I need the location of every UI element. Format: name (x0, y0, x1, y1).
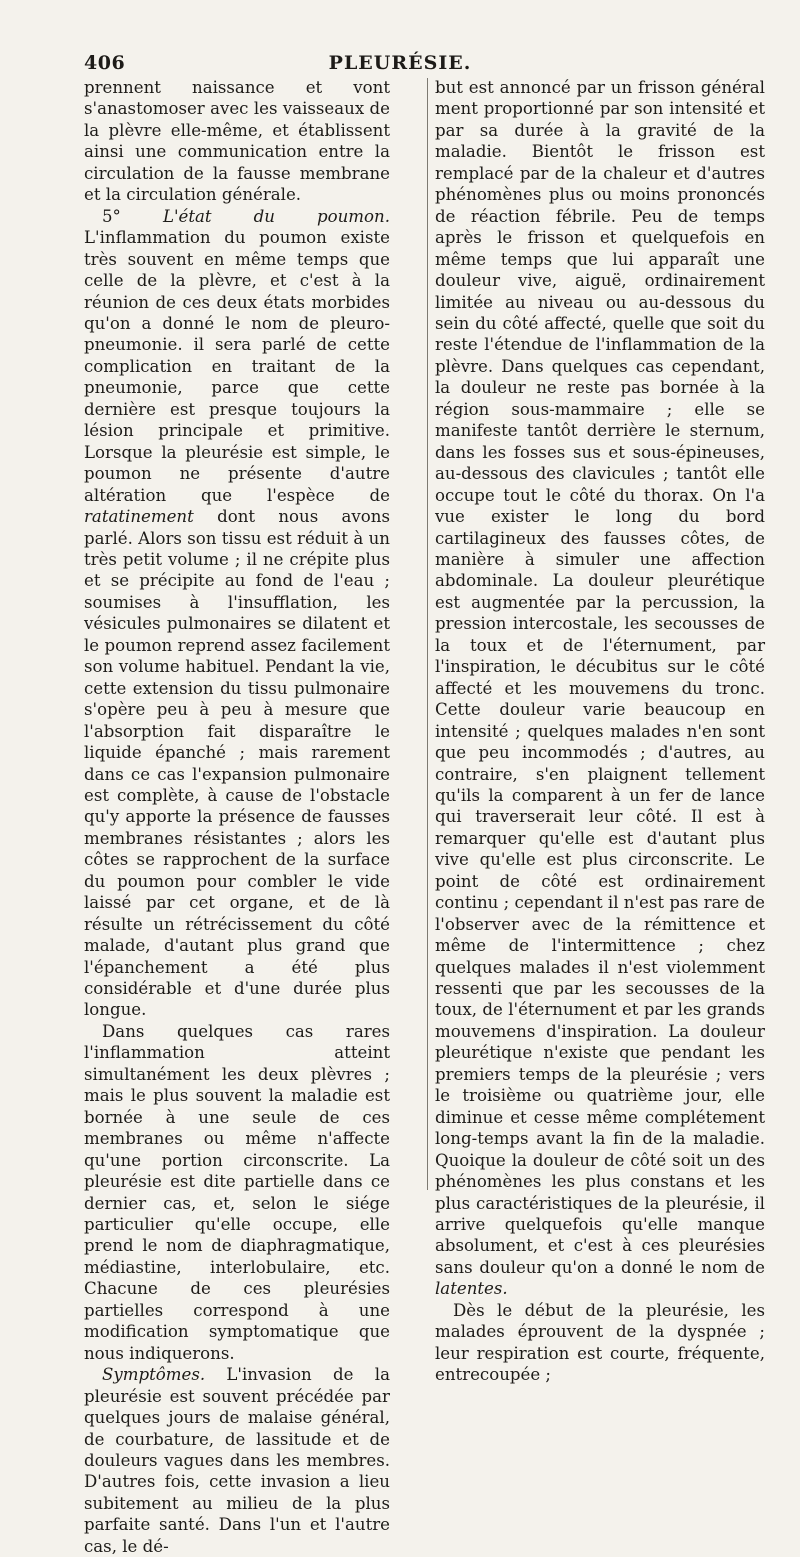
section-title: Symptômes. (102, 1365, 206, 1385)
paragraph (435, 77, 765, 1300)
paragraph-text: Dans quelques cas rares l'inflammation atteint simultanément les deux plèvres ; mais le plus souvent la maladie est bornée à une seule de ces membranes ou même n'affecte qu'une portion circonscrite. La pleurésie est dite partielle dans ce dernier cas, et, selon le siége particulier qu'elle occupe, elle prend le nom de diaphragmatique, médiastine, interlobulaire, etc. Chacune de ces pleurésies partielles correspond à une modification symptomatique que nous indiquerons. (84, 1021, 390, 1363)
section-title: L'état du poumon. (162, 206, 390, 226)
running-title: PLEURÉSIE. (328, 52, 472, 74)
paragraph (84, 1364, 390, 1557)
italic-term: latentes. (435, 1279, 508, 1299)
paragraph (84, 77, 390, 206)
italic-term: ratatinement (84, 507, 194, 527)
paragraph (435, 1300, 765, 1386)
paragraph-text: Dès le début de la pleurésie, les malades éprouvent de la dyspnée ; leur respiration est courte, fréquente, entrecoupée ; (435, 1300, 765, 1385)
paragraph-text: L'inflammation du poumon existe très souvent en même temps que celle de la plèvre, et c'est à la réunion de ces deux états morbides qu'on a donné le nom de pleuro-pneumonie. il sera parlé de cette complication en traitant de la pneumonie, parce que cette dernière est presque toujours la lésion principale et primitive. Lorsque la pleurésie est simple, le poumon ne présente d'autre altération que l'espèce de (84, 228, 390, 505)
right-column (435, 77, 765, 1386)
paragraph-text: dont nous avons parlé. Alors son tissu est réduit à un très petit volume ; il ne crépite plus et se précipite au fond de l'eau ; soumises à l'insufflation, les vésicules pulmonaires se dilatent et le poumon reprend assez facilement son volume habituel. Pendant la vie, cette extension du tissu pulmonaire s'opère peu à peu à mesure que l'absorption fait disparaître le liquide épanché ; mais rarement dans ce cas l'expansion pulmonaire est complète, à cause de l'obstacle qu'y apporte la présence de fausses membranes résistantes ; alors les côtes se rapprochent de la surface du poumon pour combler le vide laissé par cet organe, et de là résulte un rétrécissement du côté malade, d'autant plus grand que l'épanchement a été plus considérable et d'une durée plus longue. (84, 507, 391, 1020)
page-number: 406 (84, 52, 126, 74)
paragraph-text: prennent naissance et vont s'anastomoser avec les vaisseaux de la plèvre elle-même, et établissent ainsi une communication entre la circulation de la fausse membrane et la circulation générale. (84, 78, 390, 205)
paragraph-text: but est annoncé par un frisson général ment proportionné par son intensité et par sa durée à la gravité de la maladie. Bientôt le frisson est remplacé par de la chaleur et d'autres phénomènes plus ou moins prononcés de réaction fébrile. Peu de temps après le frisson et quelquefois en même temps que lui apparaît une douleur vive, aiguë, ordinairement limitée au niveau ou au-dessous du sein du côté affecté, quelle que soit du reste l'étendue de l'inflammation de la plèvre. Dans quelques cas cependant, la douleur ne reste pas bornée à la région sous-mammaire ; elle se manifeste tantôt derrière le sternum, dans les fosses sus et sous-épineuses, au-dessous des clavicules ; tantôt elle occupe tout le côté du thorax. On l'a vue exister le long du bord cartilagineux des fausses côtes, de manière à simuler une affection abdominale. La douleur pleurétique est augmentée par la percussion, la pression intercostale, les secousses de la toux et de l'éternument, par l'inspiration, le décubitus sur le côté affecté et les mouvemens du tronc. Cette douleur varie beaucoup en intensité ; quelques malades n'en sont que peu incommodés ; d'autres, au contraire, s'en plaignent tellement qu'ils la comparent à un fer de lance qui traverserait leur côté. Il est à remarquer qu'elle est d'autant plus vive qu'elle est plus circonscrite. Le point de côté est ordinairement continu ; cependant il n'est pas rare de l'observer avec de la rémittence et même de l'intermittence ; chez quelques malades il n'est violemment ressenti que par les secousses de la toux, de l'éternument et par les grands mouvemens d'inspiration. La douleur pleurétique n'existe que pendant les premiers temps de la pleurésie ; vers le troisième ou quatrième jour, elle diminue et cesse même complétement long-temps avant la fin de la maladie. Quoique la douleur de côté soit un des phénomènes les plus constans et les plus caractéristiques de la pleurésie, il arrive quelquefois qu'elle manque absolument, et c'est à ces pleurésies sans douleur qu'on a donné le nom de (435, 78, 765, 1277)
column-divider (427, 78, 428, 1190)
paragraph (84, 1021, 390, 1364)
paragraph-text: L'invasion de la pleurésie est souvent précédée par quelques jours de malaise général, de courbature, de lassitude et de douleurs vagues dans les membres. D'autres fois, cette invasion a lieu subitement au milieu de la plus parfaite santé. Dans l'un et l'autre cas, le dé- (84, 1365, 390, 1556)
left-column (84, 77, 390, 1557)
section-number: 5° (102, 206, 121, 226)
paragraph (84, 206, 390, 1021)
